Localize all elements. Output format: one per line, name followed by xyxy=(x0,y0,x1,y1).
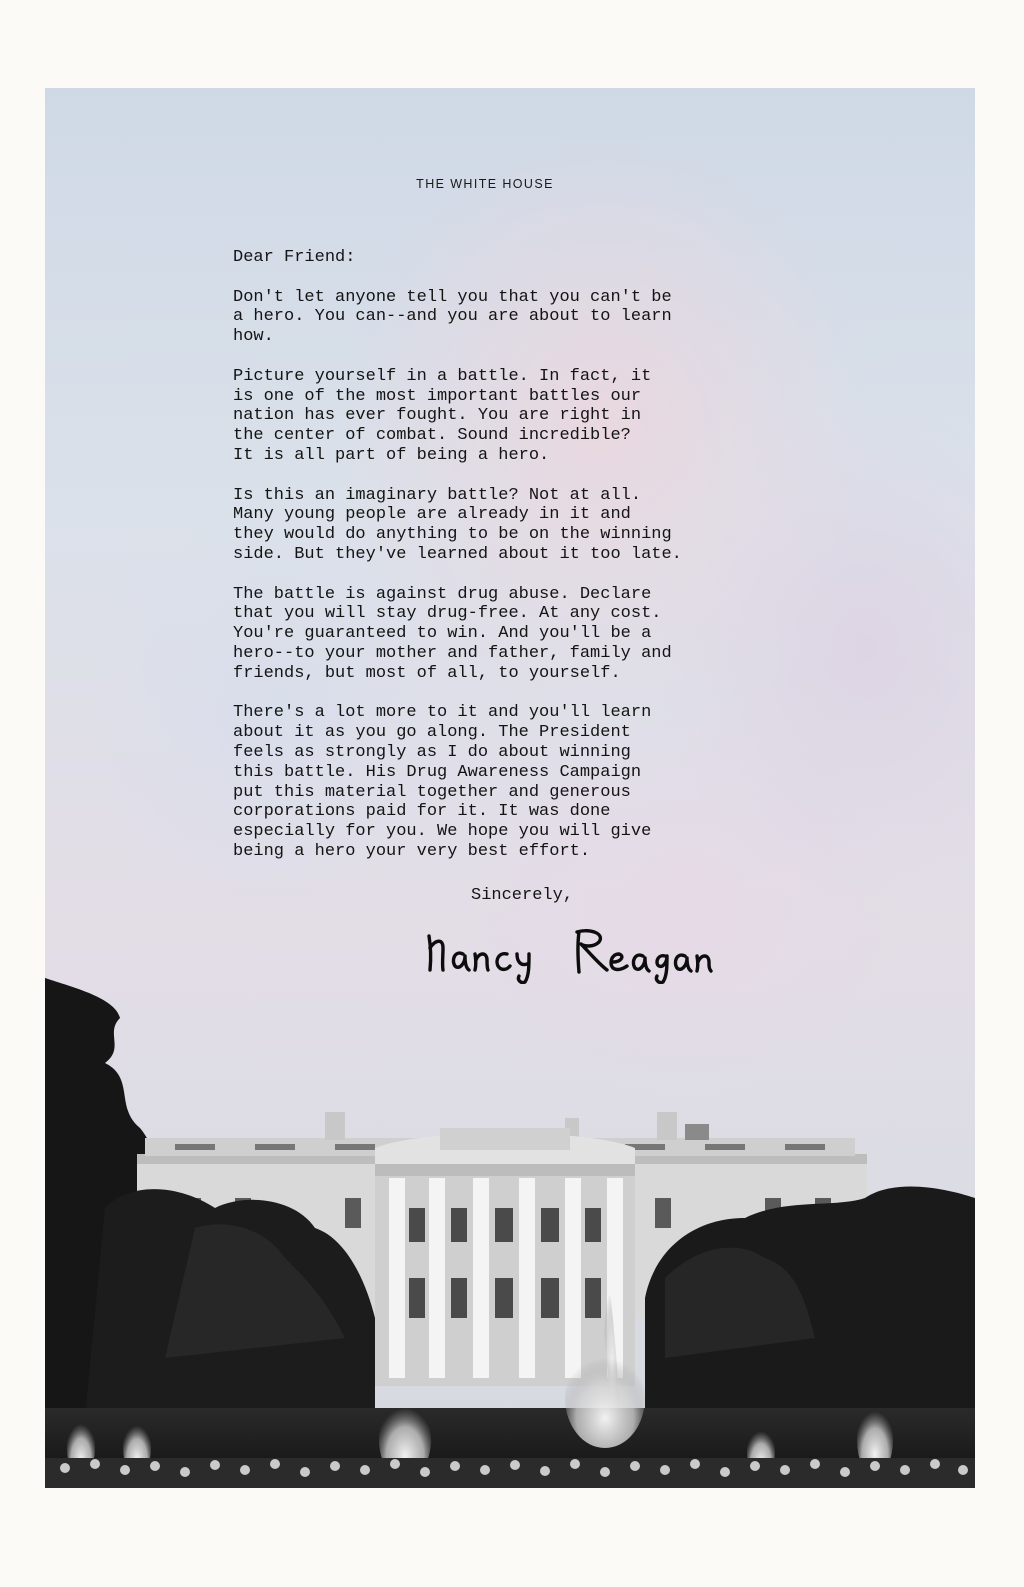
paragraph-5: There's a lot more to it and you'll learn about it as you go along. The President feels as strongly as I do about winning this battle. His Drug Awareness Campaign put this material together and generous corporations paid for it. It was done especially for you. We hope you will give being a hero your very best effort. xyxy=(233,703,652,861)
letterhead: THE WHITE HOUSE xyxy=(416,177,554,191)
signature-image xyxy=(421,918,721,984)
paragraph-2: Picture yourself in a battle. In fact, it is one of the most important battles our nation has ever fought. You are right in the center of combat. Sound incredible? It is all part of being a hero. xyxy=(233,366,652,465)
white-house-photo xyxy=(45,978,975,1488)
paragraph-1: Don't let anyone tell you that you can't be a hero. You can--and you are about to learn how. xyxy=(233,287,672,347)
letter-sheet xyxy=(45,88,975,1488)
salutation: Dear Friend: xyxy=(233,248,356,267)
closing: Sincerely, xyxy=(471,886,574,905)
paragraph-3: Is this an imaginary battle? Not at all. Many young people are already in it and they would do anything to be on the winning side. But they've learned about it too late. xyxy=(233,485,682,564)
paragraph-4: The battle is against drug abuse. Declare that you will stay drug-free. At any cost. You're guaranteed to win. And you'll be a hero--to your mother and father, family and friends, but most of all, to yourself. xyxy=(233,584,672,683)
letter-body xyxy=(233,248,833,882)
